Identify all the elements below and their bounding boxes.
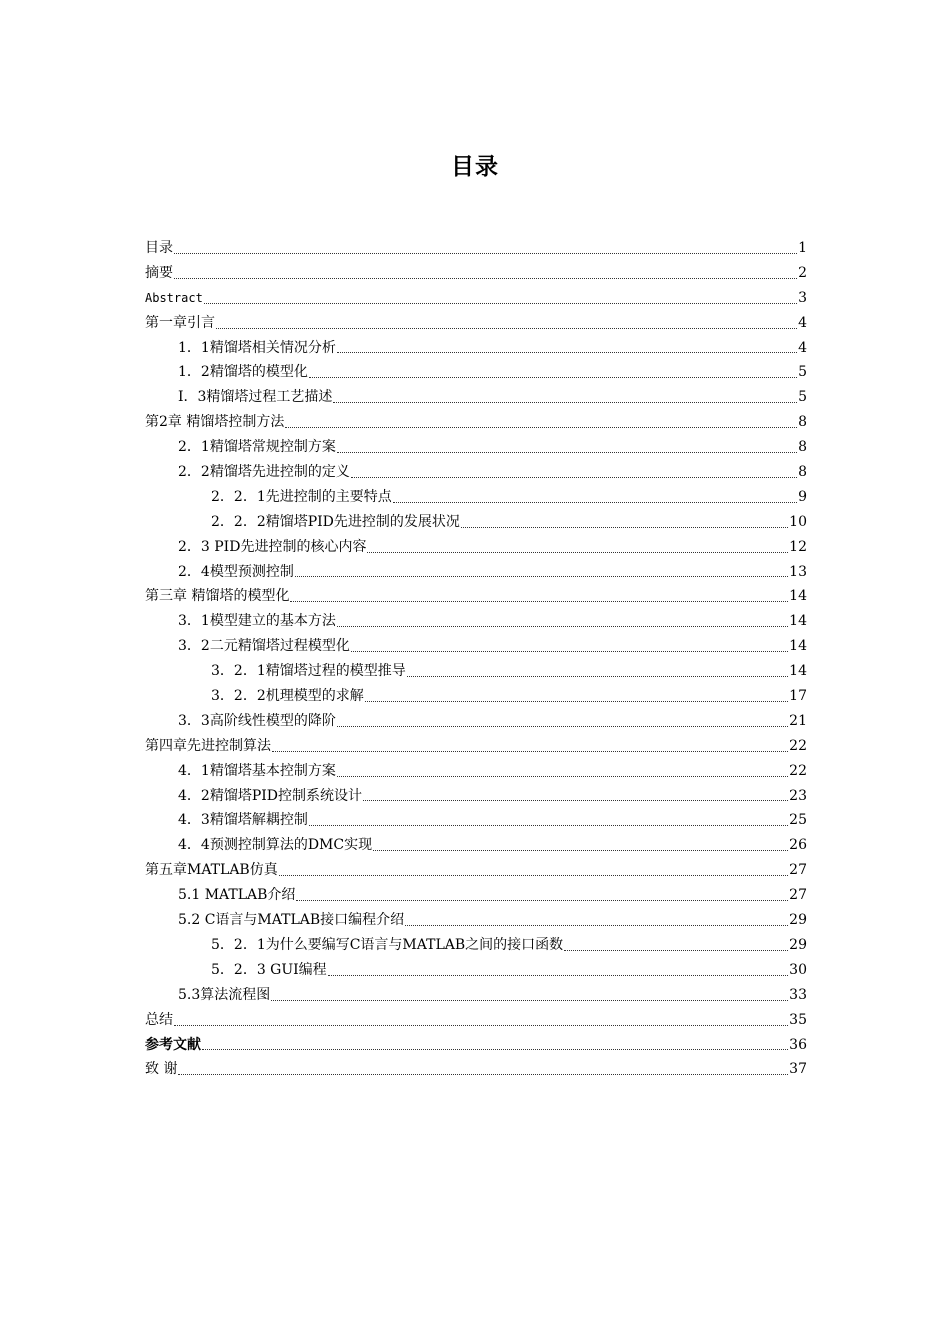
toc-entry-page-number: 8 [798, 464, 807, 481]
toc-entry-title: 2．4模型预测控制 [178, 563, 294, 580]
toc-dot-leader [461, 527, 788, 528]
toc-entry-title: 3．3高阶线性模型的降阶 [178, 712, 336, 729]
toc-entry[interactable] [145, 634, 807, 659]
toc-entry-title: 4．2精馏塔PID控制系统设计 [178, 787, 362, 804]
toc-entry-title: 第五章MATLAB仿真 [145, 862, 278, 879]
toc-entry-title: 致 谢 [145, 1061, 178, 1078]
toc-entry-page-number: 25 [789, 812, 807, 829]
toc-entry-title: 2．2．1先进控制的主要特点 [211, 488, 392, 505]
toc-entry-page-number: 2 [798, 264, 807, 281]
toc-entry[interactable] [145, 286, 807, 311]
toc-dot-leader [309, 825, 788, 826]
toc-entry-title: 4．3精馏塔解耦控制 [178, 812, 308, 829]
toc-entry-page-number: 14 [789, 638, 807, 655]
toc-entry-title: 目录 [145, 240, 173, 256]
toc-entry-page-number: 36 [789, 1036, 807, 1053]
toc-entry[interactable] [145, 609, 807, 634]
toc-entry-title: 5．2．3 GUI编程 [211, 961, 327, 978]
toc-entry[interactable] [145, 1033, 807, 1058]
toc-entry[interactable] [145, 958, 807, 983]
toc-entry-page-number: 13 [789, 563, 807, 580]
toc-entry-page-number: 29 [789, 936, 807, 953]
toc-entry-title: 1．2精馏塔的模型化 [178, 364, 308, 381]
toc-entry[interactable] [145, 684, 807, 709]
toc-entry-page-number: 8 [798, 439, 807, 456]
toc-dot-leader [290, 601, 788, 602]
toc-entry-page-number: 26 [789, 837, 807, 854]
toc-entry-page-number: 3 [798, 289, 807, 306]
toc-entry-page-number: 22 [789, 762, 807, 779]
toc-entry[interactable] [145, 709, 807, 734]
toc-entry-page-number: 1 [798, 240, 807, 256]
toc-dot-leader [285, 427, 797, 428]
toc-entry-title: 第一章引言 [145, 314, 215, 331]
toc-entry-title: I．3精馏塔过程工艺描述 [178, 389, 333, 406]
toc-dot-leader [202, 1049, 788, 1050]
toc-entry[interactable] [145, 908, 807, 933]
toc-entry-page-number: 14 [789, 613, 807, 630]
toc-entry-page-number: 22 [789, 737, 807, 754]
toc-entry-title: 5.2 C语言与MATLAB接口编程介绍 [178, 912, 405, 929]
toc-entry-page-number: 21 [789, 712, 807, 729]
toc-entry-title: 摘要 [145, 264, 173, 281]
toc-dot-leader [296, 900, 788, 901]
toc-entry[interactable] [145, 410, 807, 435]
toc-dot-leader [174, 1025, 788, 1026]
toc-entry-title: Abstract [145, 290, 203, 305]
toc-entry-title: 1．1精馏塔相关情况分析 [178, 339, 336, 356]
toc-entry-page-number: 14 [789, 663, 807, 680]
toc-entry[interactable] [145, 784, 807, 809]
toc-entry-title: 3．2．2机理模型的求解 [211, 688, 364, 705]
table-of-contents [145, 236, 807, 1082]
toc-entry-title: 参考文献 [145, 1036, 201, 1053]
toc-entry-page-number: 4 [798, 314, 807, 331]
toc-entry-page-number: 33 [789, 986, 807, 1003]
toc-entry[interactable] [145, 759, 807, 784]
toc-entry-page-number: 30 [789, 961, 807, 978]
toc-dot-leader [564, 950, 788, 951]
toc-entry[interactable] [145, 833, 807, 858]
toc-entry[interactable] [145, 858, 807, 883]
toc-entry[interactable] [145, 236, 807, 261]
toc-entry-title: 2．2精馏塔先进控制的定义 [178, 464, 350, 481]
toc-entry-title: 5．2．1为什么要编写C语言与MATLAB之间的接口函数 [211, 936, 564, 953]
toc-entry-page-number: 27 [789, 862, 807, 879]
toc-entry[interactable] [145, 535, 807, 560]
toc-entry-page-number: 8 [798, 414, 807, 431]
toc-entry[interactable] [145, 808, 807, 833]
toc-entry[interactable] [145, 485, 807, 510]
toc-dot-leader [337, 776, 788, 777]
toc-dot-leader [178, 1074, 788, 1075]
toc-dot-leader [337, 626, 788, 627]
toc-dot-leader [405, 925, 788, 926]
toc-entry[interactable] [145, 983, 807, 1008]
toc-dot-leader [337, 726, 788, 727]
toc-dot-leader [295, 576, 788, 577]
toc-entry-title: 总结 [145, 1011, 173, 1028]
toc-entry-title: 2．3 PID先进控制的核心内容 [178, 538, 367, 555]
toc-entry-page-number: 37 [789, 1061, 807, 1078]
toc-entry-page-number: 23 [789, 787, 807, 804]
toc-entry-title: 5.1 MATLAB介绍 [178, 887, 296, 904]
toc-dot-leader [351, 477, 797, 478]
toc-entry[interactable] [145, 435, 807, 460]
toc-entry[interactable] [145, 311, 807, 336]
toc-entry[interactable] [145, 659, 807, 684]
toc-entry[interactable] [145, 261, 807, 286]
toc-entry-page-number: 27 [789, 887, 807, 904]
toc-entry[interactable] [145, 460, 807, 485]
toc-dot-leader [365, 701, 788, 702]
toc-entry[interactable] [145, 360, 807, 385]
toc-dot-leader [309, 377, 797, 378]
toc-entry-title: 第四章先进控制算法 [145, 737, 271, 754]
toc-entry-page-number: 35 [789, 1011, 807, 1028]
toc-dot-leader [204, 303, 797, 304]
toc-entry-title: 4．4预测控制算法的DMC实现 [178, 837, 373, 854]
toc-entry[interactable] [145, 584, 807, 609]
toc-entry-title: 3．2二元精馏塔过程模型化 [178, 638, 350, 655]
toc-dot-leader [216, 328, 797, 329]
toc-dot-leader [337, 352, 797, 353]
toc-entry-page-number: 14 [789, 588, 807, 605]
toc-entry[interactable] [145, 933, 807, 958]
toc-dot-leader [367, 552, 788, 553]
toc-entry[interactable] [145, 510, 807, 535]
toc-entry-title: 第三章 精馏塔的模型化 [145, 588, 290, 605]
toc-entry-page-number: 17 [789, 688, 807, 705]
toc-entry[interactable] [145, 1057, 807, 1082]
toc-entry-title: 第2章 精馏塔控制方法 [145, 414, 285, 431]
toc-dot-leader [174, 253, 797, 254]
toc-entry-page-number: 29 [789, 912, 807, 929]
toc-entry-title: 3．1模型建立的基本方法 [178, 613, 336, 630]
toc-entry-page-number: 4 [798, 339, 807, 356]
toc-entry-page-number: 5 [798, 389, 807, 406]
toc-dot-leader [333, 402, 797, 403]
toc-dot-leader [407, 676, 788, 677]
toc-entry[interactable] [145, 883, 807, 908]
toc-entry-title: 5.3算法流程图 [178, 986, 271, 1003]
toc-entry[interactable] [145, 560, 807, 585]
toc-entry[interactable] [145, 734, 807, 759]
toc-dot-leader [271, 1000, 788, 1001]
toc-entry-page-number: 5 [798, 364, 807, 381]
toc-entry-page-number: 10 [789, 513, 807, 530]
toc-entry-title: 2．2．2精馏塔PID先进控制的发展状况 [211, 513, 460, 530]
toc-dot-leader [363, 800, 788, 801]
toc-dot-leader [279, 875, 788, 876]
toc-entry-title: 3．2．1精馏塔过程的模型推导 [211, 663, 406, 680]
toc-dot-leader [373, 850, 788, 851]
toc-dot-leader [351, 651, 788, 652]
toc-dot-leader [272, 751, 788, 752]
toc-entry-page-number: 9 [798, 488, 807, 505]
toc-dot-leader [337, 452, 797, 453]
toc-dot-leader [174, 278, 797, 279]
toc-dot-leader [328, 975, 788, 976]
toc-entry[interactable] [145, 385, 807, 410]
toc-entry[interactable] [145, 336, 807, 361]
toc-dot-leader [393, 502, 797, 503]
page-title: 目录 [451, 154, 499, 180]
toc-entry-title: 4．1精馏塔基本控制方案 [178, 762, 336, 779]
toc-entry-page-number: 12 [789, 538, 807, 555]
toc-entry[interactable] [145, 1008, 807, 1033]
toc-entry-title: 2．1精馏塔常规控制方案 [178, 439, 336, 456]
